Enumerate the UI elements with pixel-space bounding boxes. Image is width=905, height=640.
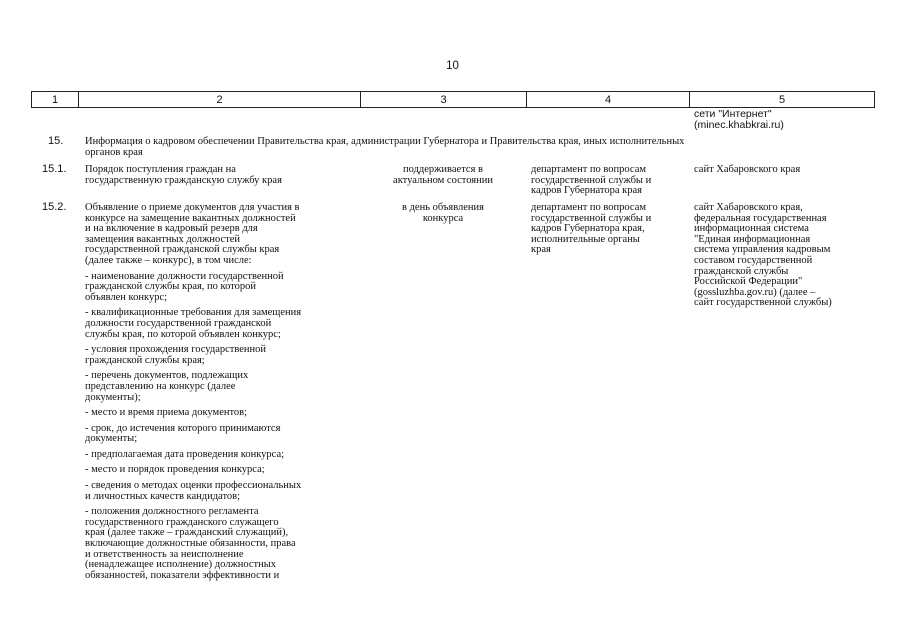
list-item-line: гражданской службы края, по которой <box>85 281 257 293</box>
column-header-5: 5 <box>690 92 875 108</box>
list-item-line: документы; <box>85 433 138 445</box>
list-item <box>85 424 360 445</box>
list-item-line: - место и порядок проведения конкурса; <box>85 464 265 476</box>
row-period <box>360 165 526 186</box>
row-placement-line: гражданской службы <box>694 265 789 277</box>
row-info-intro <box>85 203 360 267</box>
list-item <box>85 408 360 419</box>
carryover-text <box>694 109 874 130</box>
list-item <box>85 345 360 366</box>
list-item-line: должности государственной гражданской <box>85 317 272 329</box>
row-placement-line: "Единая информационная <box>694 233 811 245</box>
row-info-line: (далее также – конкурс), в том числе: <box>85 254 252 266</box>
row-responsible-line: исполнительные органы <box>531 233 640 245</box>
list-item-line: (ненадлежащее исполнение) должностных <box>85 559 277 571</box>
section-title <box>85 137 870 158</box>
row-period-line: в день объявления <box>402 202 484 213</box>
row-period-line: актуальном состоянии <box>393 174 493 186</box>
section-title-line: Информация о кадровом обеспечении Правительства края, администрации Губернатора и Правительства края, иных исполнительных <box>85 136 685 147</box>
row-info-line: и на включение в кадровый резерв для <box>85 223 258 235</box>
carryover-line: сети "Интернет" <box>694 108 772 120</box>
list-item-line: включающие должностные обязанности, права <box>85 538 296 550</box>
list-item-line: службы края, по которой объявлен конкурс; <box>85 328 281 340</box>
row-responsible-line: государственной службы и <box>531 212 652 224</box>
list-item-line: - предполагаемая дата проведения конкурса; <box>85 448 285 460</box>
row-info-line: Порядок поступления граждан на <box>85 164 236 175</box>
row-responsible-line: края <box>531 244 551 256</box>
list-item <box>85 450 360 461</box>
row-info-line: замещения вакантных должностей <box>85 233 240 245</box>
row-placement-line: сайт Хабаровского края <box>694 164 801 175</box>
row-info-line: Объявление о приеме документов для участия в <box>85 202 300 213</box>
list-item <box>85 481 360 502</box>
row-period-line: конкурса <box>422 212 464 224</box>
row-placement <box>694 165 874 176</box>
list-item-line: и ответственность за неисполнение <box>85 548 244 560</box>
list-item-line: - место и время приема документов; <box>85 407 248 419</box>
list-item-line: обязанностей, показатели эффективности и <box>85 569 280 581</box>
list-item <box>85 371 360 403</box>
row-responsible <box>531 165 689 197</box>
row-number: 15.2. <box>42 201 67 213</box>
row-number: 15.1. <box>42 163 67 175</box>
row-placement-line: сайт государственной службы) <box>694 297 832 309</box>
row-responsible-line: государственной службы и <box>531 174 652 186</box>
row-period <box>360 203 526 224</box>
page-number: 10 <box>446 60 459 72</box>
row-period-line: поддерживается в <box>403 164 483 175</box>
row-responsible-line: департамент по вопросам <box>531 202 647 213</box>
list-item-line: - положения должностного регламента <box>85 506 259 518</box>
list-item-line: - сведения о методах оценки профессиональных <box>85 480 302 492</box>
list-item-line: - наименование должности государственной <box>85 270 284 282</box>
column-header-row <box>32 92 875 108</box>
list-item-line: - условия прохождения государственной <box>85 344 267 356</box>
list-item-line: документы); <box>85 391 141 403</box>
row-placement-line: федеральная государственная <box>694 212 827 224</box>
row-placement-line: сайт Хабаровского края, <box>694 202 803 213</box>
list-item-line: - перечень документов, подлежащих <box>85 370 249 382</box>
list-item-line: объявлен конкурс; <box>85 291 168 303</box>
column-header-1: 1 <box>32 92 79 108</box>
list-item-line: гражданской службы края; <box>85 354 205 366</box>
row-responsible-line: кадров Губернатора края <box>531 185 643 197</box>
row-placement <box>694 203 874 309</box>
list-item-line: - квалификационные требования для замещения <box>85 307 302 319</box>
row-placement-line: (gossluzhba.gov.ru) (далее – <box>694 286 816 298</box>
list-item-line: государственного гражданского служащего <box>85 516 279 528</box>
row-placement-line: информационная система <box>694 223 809 235</box>
section-title-line: органов края <box>85 146 143 158</box>
list-item-line: - срок, до истечения которого принимаются <box>85 422 281 434</box>
row-info-line: государственную гражданскую службу края <box>85 174 282 186</box>
row-placement-line: составом государственной <box>694 254 813 266</box>
list-item-line: и личностных качеств кандидатов; <box>85 490 241 502</box>
row-info <box>85 165 355 186</box>
list-item <box>85 308 360 340</box>
row-responsible-line: департамент по вопросам <box>531 164 647 175</box>
column-header-2: 2 <box>79 92 361 108</box>
row-info-line: конкурсе на замещение вакантных должностей <box>85 212 296 224</box>
list-item-line: представлению на конкурс (далее <box>85 380 236 392</box>
list-item-line: края (далее также – гражданский служащий), <box>85 527 289 539</box>
list-item <box>85 272 360 304</box>
column-header-4: 4 <box>527 92 690 108</box>
row-info <box>85 203 360 581</box>
list-item <box>85 465 360 476</box>
row-responsible <box>531 203 689 256</box>
carryover-line: (minec.khabkrai.ru) <box>694 118 784 131</box>
column-header-table <box>31 91 875 108</box>
row-placement-line: система управления кадровым <box>694 244 831 256</box>
column-header-3: 3 <box>361 92 527 108</box>
list-item <box>85 507 360 581</box>
section-number: 15. <box>48 135 64 147</box>
row-responsible-line: кадров Губернатора края, <box>531 223 645 235</box>
row-info-line: государственной гражданской службы края <box>85 244 280 256</box>
row-placement-line: Российской Федерации" <box>694 276 803 288</box>
